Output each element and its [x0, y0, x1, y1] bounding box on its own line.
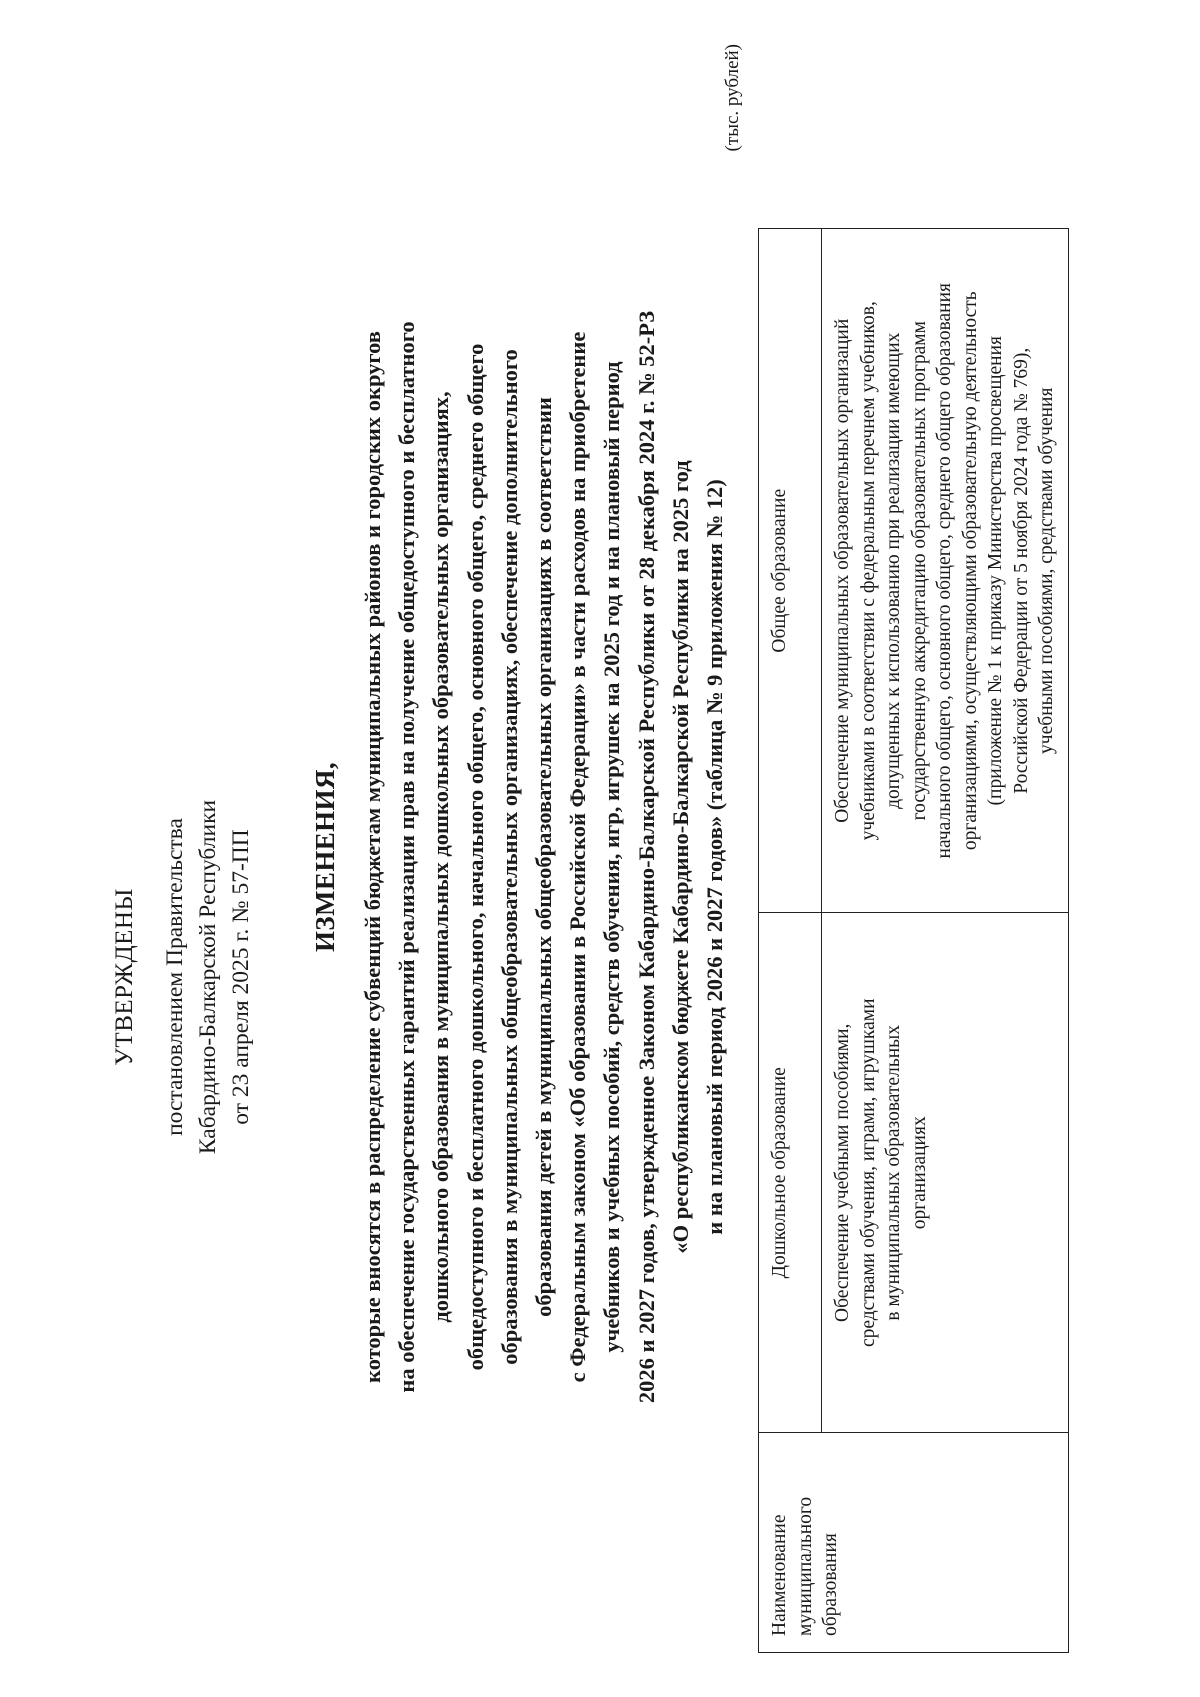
approval-line-3: от 23 апреля 2025 г. № 57-ПП — [228, 829, 254, 1125]
header-general: Общее образование — [759, 229, 822, 913]
subtitle-line: которые вносятся в распределение субвенций бюджетам муниципальных районов и городских округов — [360, 331, 385, 1383]
general-description-line: учебниками в соответствии с федеральным перечнем учебников, — [857, 301, 879, 841]
subtitle-line: с Федеральным законом «Об образовании в Российской Федерации» в части расходов на приобретение — [565, 331, 591, 1383]
approval-stamp — [108, 477, 258, 1477]
preschool-description-line: средствами обучения, играми, игрушками — [857, 998, 879, 1348]
preschool-description-line: в муниципальных образовательных — [883, 1024, 904, 1321]
subtitle-line: учебников и учебных пособий, средств обучения, игр, игрушек на 2025 год и на плановый период — [599, 361, 625, 1353]
general-description-line: государственную аккредитацию образовательных программ — [908, 321, 930, 821]
subtitle-line: образования детей в муниципальных общеобразовательных организациях в соответствии — [531, 397, 557, 1317]
subtitle-line: 2026 и 2027 годов, утвержденное Законом Кабардино-Балкарской Республики от 28 декабря 2024 г. № 52-РЗ — [633, 310, 659, 1404]
general-description-line: Российской Федерации от 5 ноября 2024 года № 769), — [1010, 347, 1032, 794]
document-title: ИЗМЕНЕНИЯ, — [310, 762, 340, 953]
subtitle-line: «О республиканском бюджете Кабардино-Балкарской Республики на 2025 год — [667, 460, 693, 1254]
approval-line-1: постановлением Правительства — [162, 818, 188, 1136]
approval-line-2: Кабардино-Балкарской Республики — [195, 799, 221, 1155]
header-municipality — [759, 1433, 1069, 1653]
preschool-description-line: организациях — [908, 1116, 930, 1230]
subtitle-line: дошкольного образования в муниципальных дошкольных образовательных организациях, — [428, 391, 454, 1323]
table-header-row — [759, 229, 822, 1653]
header-municipality-line: Наименование — [769, 1514, 790, 1636]
document-subtitle — [356, 57, 732, 1657]
subtitle-line: общедоступного и бесплатного дошкольного, начального общего, основного общего, среднего общего — [462, 343, 488, 1371]
subtitle-line: на обеспечение государственных гарантий реализации прав на получение общедоступного и бесплатного — [394, 321, 420, 1393]
approval-heading: УТВЕРЖДЕНЫ — [111, 888, 138, 1066]
general-description-line: допущенных к использованию при реализации имеющих — [883, 332, 904, 809]
units-label: (тыс. рублей) — [722, 44, 743, 152]
general-description-line: учебными пособиями, средствами обучения — [1036, 387, 1057, 754]
header-municipality-line: муниципального — [794, 1496, 816, 1636]
general-description-line: организациями, осуществляющими образовательную деятельность — [959, 291, 981, 851]
subtitle-line: и на плановый период 2026 и 2027 годов» (таблица № 9 приложения № 12) — [702, 479, 728, 1235]
general-description-line: Обеспечение муниципальных образовательных организаций — [832, 318, 853, 823]
preschool-description — [822, 913, 1069, 1433]
general-description-line: (приложение № 1 к приказу Министерства просвещения — [985, 336, 1006, 806]
header-preschool: Дошкольное образование — [759, 913, 822, 1433]
general-description-line: начального общего, основного общего, среднего общего образования — [934, 282, 955, 859]
subtitle-line: образования в муниципальных общеобразовательных организациях, обеспечение дополнительного — [496, 349, 522, 1365]
header-municipality-line: образования — [820, 1533, 841, 1636]
preschool-description-line: Обеспечение учебными пособиями, — [832, 1023, 853, 1322]
general-description — [822, 229, 1069, 913]
distribution-table — [758, 228, 1069, 1653]
